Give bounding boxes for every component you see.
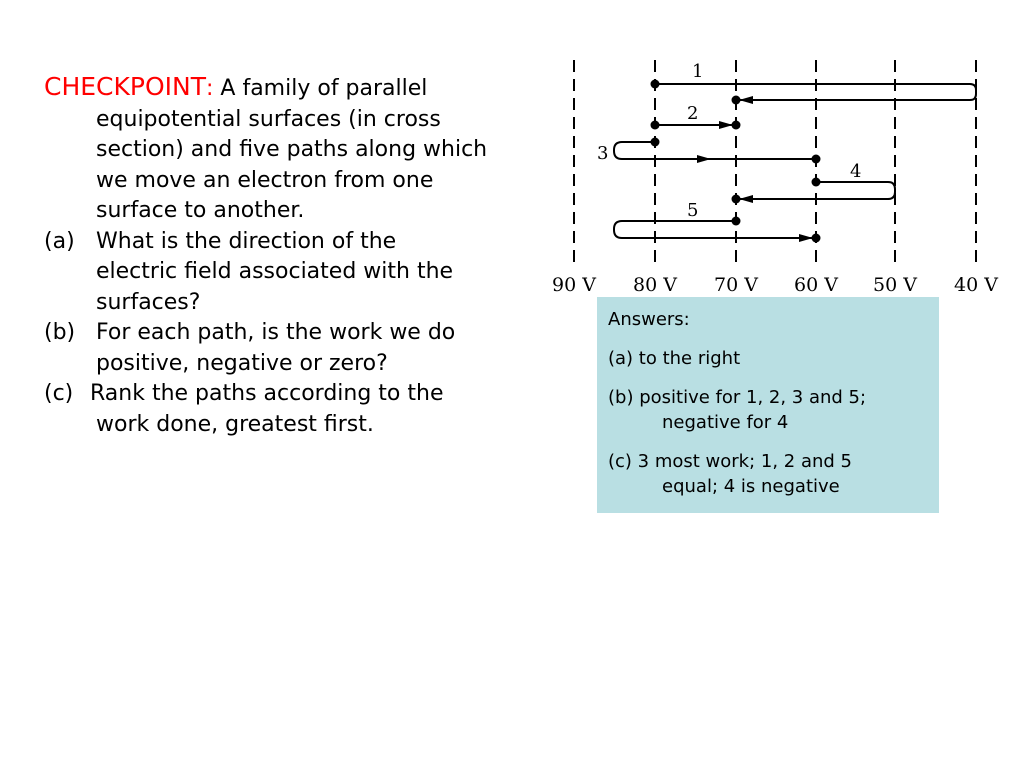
surface-label: 50 V	[873, 274, 917, 296]
answers-box	[597, 297, 939, 513]
question-a	[44, 227, 524, 258]
path-4	[732, 161, 896, 204]
path-5-end-dot	[812, 234, 821, 243]
question-b-marker: (b)	[44, 320, 76, 345]
path-5-label: 5	[687, 200, 699, 221]
surface-label: 40 V	[954, 274, 998, 296]
surface-label: 90 V	[552, 274, 596, 296]
path-3-line	[614, 142, 708, 159]
checkpoint-question	[44, 72, 524, 440]
path-2	[651, 103, 741, 130]
path-3-end-dot	[812, 155, 821, 164]
question-c-text: work done, greatest first.	[96, 411, 374, 437]
path-2-start-dot	[651, 121, 660, 130]
path-1-label: 1	[692, 61, 704, 82]
path-4-end-dot	[732, 195, 741, 204]
question-c-text: Rank the paths according to the	[90, 381, 444, 406]
intro-line: surface to another.	[96, 198, 305, 223]
path-4-label: 4	[850, 161, 862, 182]
question-a-text: What is the direction of the	[96, 228, 397, 254]
question-b-text: positive, negative or zero?	[96, 350, 388, 376]
answer-c-line1: (c) 3 most work; 1, 2 and 5	[608, 451, 852, 472]
answer-c-line2: equal; 4 is negative	[662, 476, 840, 497]
path-5-line	[614, 221, 812, 238]
question-c	[44, 379, 524, 410]
path-3	[597, 138, 821, 165]
answer-b-line1: (b) positive for 1, 2, 3 and 5;	[608, 387, 867, 408]
question-a-text: electric field associated with the	[96, 259, 454, 284]
equipotential-diagram	[548, 52, 1008, 302]
surface-label: 60 V	[794, 274, 838, 296]
question-a-text: surfaces?	[96, 289, 201, 315]
path-3-start-dot	[651, 138, 660, 147]
path-4-start-dot	[812, 178, 821, 187]
path-3-label: 3	[597, 143, 609, 164]
path-1-end-dot	[732, 96, 741, 105]
path-1-start-dot	[651, 80, 660, 89]
answer-b-line2: negative for 4	[662, 412, 789, 433]
question-a-marker: (a)	[44, 228, 75, 254]
surface-label: 80 V	[633, 274, 677, 296]
question-c-marker: (c)	[44, 381, 74, 406]
answers-title: Answers:	[608, 309, 690, 330]
path-5-start-dot	[732, 217, 741, 226]
path-1	[651, 61, 977, 105]
path-2-label: 2	[687, 103, 699, 124]
question-b	[44, 318, 524, 349]
question-b-text: For each path, is the work we do	[96, 320, 456, 345]
intro-line: A family of parallel	[213, 76, 428, 101]
equipotential-surfaces	[574, 60, 976, 267]
checkpoint-colon: :	[206, 76, 214, 101]
answer-a: (a) to the right	[608, 348, 741, 369]
path-5	[614, 200, 821, 243]
intro-line: section) and five paths along which	[96, 137, 488, 162]
path-2-end-dot	[732, 121, 741, 130]
intro-line: we move an electron from one	[96, 167, 434, 193]
surface-labels	[552, 274, 998, 296]
intro-line: equipotential surfaces (in cross	[96, 106, 441, 132]
question-intro-first-line	[44, 72, 524, 105]
checkpoint-heading: CHECKPOINT	[44, 72, 206, 101]
surface-label: 70 V	[714, 274, 758, 296]
